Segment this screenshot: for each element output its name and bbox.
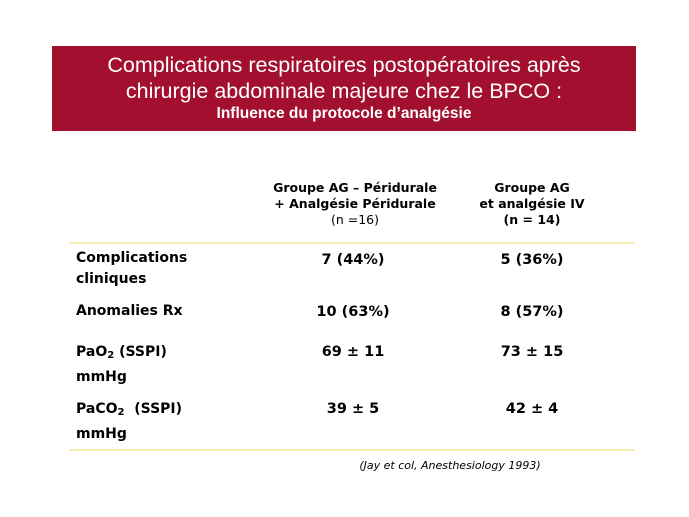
title-subtitle: Influence du protocole d’analgésie [216, 105, 472, 122]
row-label-pao2 [76, 342, 167, 388]
table-top-rule [70, 242, 634, 244]
cell-pao2-peridurale: 69 ± 11 [321, 344, 385, 360]
cell-anomalies-peridurale: 10 (63%) [316, 304, 390, 320]
title-banner [52, 46, 636, 131]
column-header-line: Groupe AG [494, 180, 570, 195]
column-header-n: (n =16) [330, 212, 380, 227]
row-label-complications [76, 248, 187, 290]
column-header-n: (n = 14) [503, 212, 561, 227]
row-label-paco2 [76, 399, 182, 445]
row-label-text: (SSPI) [124, 401, 183, 417]
cell-complications-peridurale: 7 (44%) [321, 252, 385, 268]
row-label-unit: mmHg [76, 369, 127, 385]
column-header-iv [472, 180, 592, 228]
row-label-text: PaCO [76, 401, 118, 417]
column-header-peridurale [255, 180, 455, 228]
row-label-unit: mmHg [76, 426, 127, 442]
column-header-line: Groupe AG – Péridurale [273, 180, 437, 195]
row-label-subscript: 2 [117, 407, 125, 418]
row-label-line: Complications [76, 250, 188, 266]
row-label-subscript: 2 [107, 350, 115, 361]
cell-paco2-peridurale: 39 ± 5 [326, 401, 380, 417]
row-label-text: PaO [76, 344, 108, 360]
cell-pao2-iv: 73 ± 15 [500, 344, 564, 360]
citation: (Jay et col, Anesthesiology 1993) [359, 459, 541, 472]
row-label-line: cliniques [76, 271, 147, 287]
column-header-line: et analgésie IV [479, 196, 585, 211]
row-label-anomalies: Anomalies Rx [76, 303, 183, 319]
row-label-text: (SSPI) [114, 344, 167, 360]
cell-complications-iv: 5 (36%) [500, 252, 564, 268]
title-line-2: chirurgie abdominale majeure chez le BPCO : [125, 79, 563, 103]
table-bottom-rule [70, 449, 634, 451]
cell-anomalies-iv: 8 (57%) [500, 304, 564, 320]
cell-paco2-iv: 42 ± 4 [505, 401, 559, 417]
title-line-1: Complications respiratoires postopératoires après [107, 53, 581, 77]
column-header-line: + Analgésie Péridurale [274, 196, 436, 211]
